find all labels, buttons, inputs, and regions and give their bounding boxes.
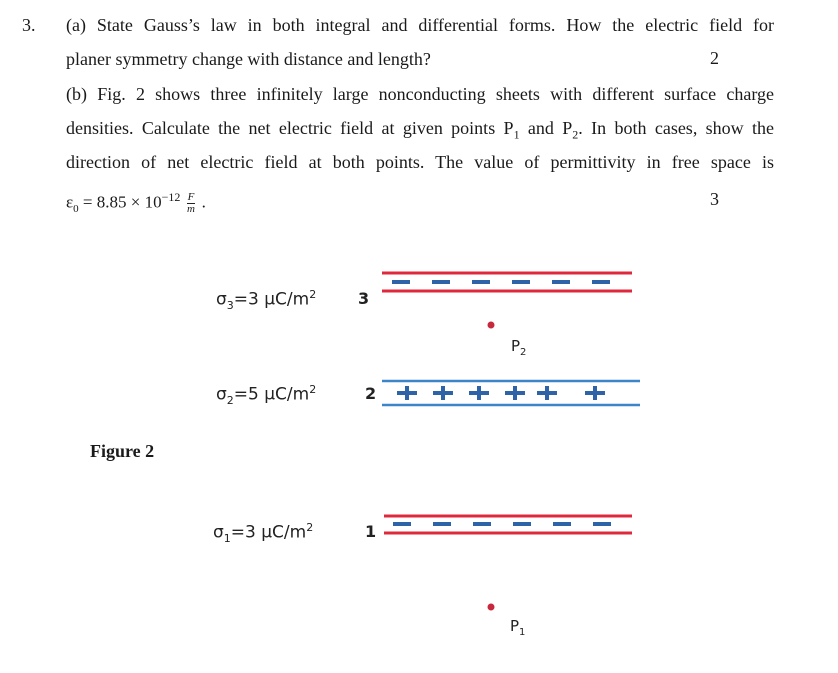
sigma-1-subscript: 1 (223, 532, 231, 546)
sigma-2-subscript: 2 (226, 394, 234, 408)
sigma-3-label (216, 288, 316, 312)
point-p2-subscript: 2 (520, 347, 527, 358)
sigma-3-value: =3 μC/m (233, 289, 310, 310)
part-a-line-2: planer symmetry change with distance and length? (66, 49, 431, 69)
part-b-line-2-prefix: densities. Calculate the net electric field at given points P (66, 118, 514, 138)
epsilon-subscript: 0 (73, 203, 79, 216)
sigma-2-value: =5 μC/m (233, 384, 310, 405)
sheet-2 (382, 381, 640, 405)
point-p1-subscript: 1 (519, 627, 526, 638)
part-b-line-1: (b) Fig. 2 shows three infinitely large nonconducting sheets with different surface charge (66, 84, 774, 104)
sheet-1 (384, 516, 632, 533)
sigma-1-symbol: σ (213, 522, 224, 543)
point-p1-name: P (510, 617, 520, 635)
equation-period: . (201, 192, 206, 212)
epsilon-symbol: ε (66, 192, 74, 212)
fraction-denominator: m (187, 203, 195, 216)
sigma-2-label (216, 383, 316, 407)
p1-subscript: 1 (513, 127, 520, 142)
epsilon-value: = 8.85 × 10 (78, 192, 162, 212)
figure-label: Figure 2 (90, 441, 155, 461)
point-p2-dot (488, 322, 495, 329)
sigma-3-exponent: 2 (309, 288, 317, 301)
sigma-2-exponent: 2 (309, 383, 317, 396)
point-p2-label (511, 337, 526, 358)
sheet-2-number: 2 (365, 384, 377, 403)
point-p1-label (510, 617, 525, 638)
sigma-3-symbol: σ (216, 289, 227, 310)
sigma-2-symbol: σ (216, 384, 227, 405)
p2-subscript: 2 (572, 127, 579, 142)
sheet-3 (382, 273, 632, 291)
sigma-1-exponent: 2 (306, 521, 314, 534)
sheet-3-number: 3 (358, 289, 370, 308)
sigma-3-subscript: 3 (226, 299, 234, 313)
point-p2-name: P (511, 337, 521, 355)
part-b-marks: 3 (710, 189, 719, 209)
part-b-line-3: direction of net electric field at both points. The value of permittivity in free space is (66, 152, 774, 172)
point-p1-dot (488, 604, 495, 611)
sheet-2-plus-signs (397, 386, 605, 400)
fraction-numerator: F (187, 191, 195, 204)
question-number: 3. (22, 15, 36, 35)
part-a-line-1: (a) State Gauss’s law in both integral and differential forms. How the electric field for (66, 15, 774, 35)
part-b-line-2-suffix: . In both cases, show the (578, 118, 775, 138)
epsilon-exponent: −12 (161, 190, 181, 204)
part-b-line-2-mid: and P (519, 118, 573, 138)
part-a-marks: 2 (710, 48, 719, 68)
sigma-1-value: =3 μC/m (230, 522, 307, 543)
sheet-1-number: 1 (365, 522, 377, 541)
sigma-1-label (213, 521, 313, 545)
